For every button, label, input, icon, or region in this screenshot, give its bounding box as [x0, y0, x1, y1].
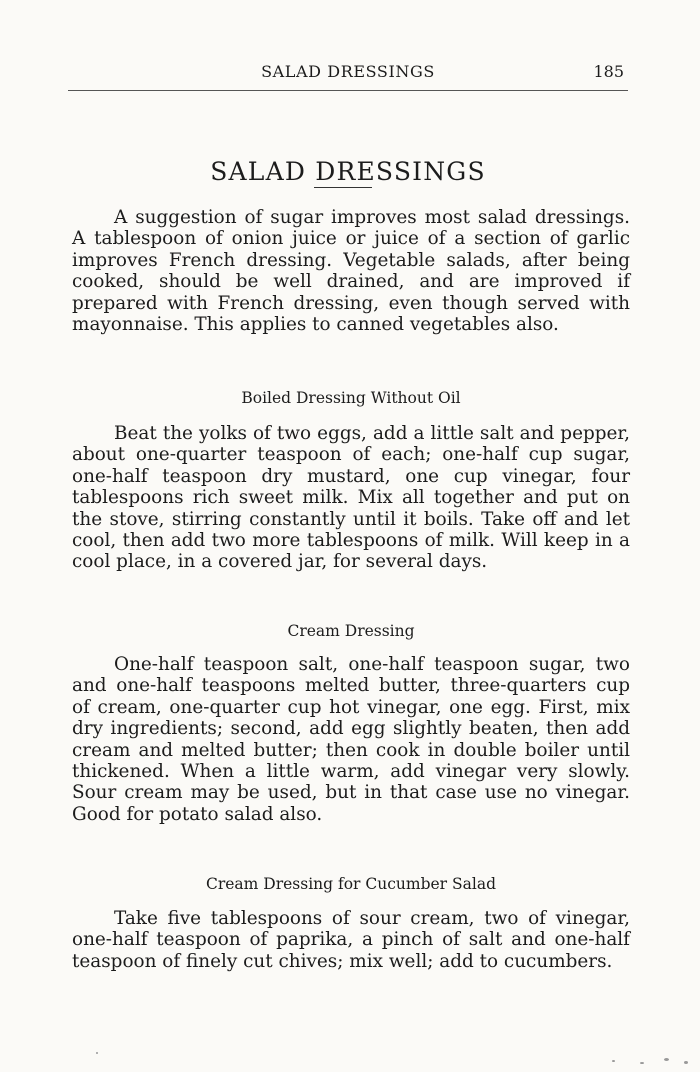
paper-speck	[684, 1061, 688, 1064]
recipe-text-boiled-dressing: Beat the yolks of two eggs, add a little salt and pepper, about one-quarter teaspoon of each; one-half cup sugar, one-half teaspoon dry mustard, one cup vinegar, four tablespoons rich sweet milk. Mix all together and put on the stove, stirring constantly until it boils. Take off and let cool, then add two more tablespoons of milk. Will keep in a cool place, in a covered jar, for several days.	[72, 423, 630, 573]
recipe-text-cream-dressing: One-half teaspoon salt, one-half teaspoon sugar, two and one-half teaspoons melted butter, three-quarters cup of cream, one-quarter cup hot vinegar, one egg. First, mix dry ingredients; second, add egg slightly beaten, then add cream and melted butter; then cook in double boiler until thickened. When a little warm, add vinegar very slowly. Sour cream may be used, but in that case use no vinegar. Good for potato salad also.	[72, 654, 630, 825]
header-rule	[68, 90, 628, 91]
page-number: 185	[593, 62, 624, 81]
title-rule	[314, 187, 372, 188]
running-title: SALAD DRESSINGS	[261, 62, 435, 81]
paper-speck	[664, 1058, 669, 1061]
recipe-text-cucumber-dressing: Take five tablespoons of sour cream, two of vinegar, one-half teaspoon of paprika, a pinch of salt and one-half teaspoon of finely cut chives; mix well; add to cucumbers.	[72, 908, 630, 972]
paper-speck	[96, 1052, 98, 1054]
recipe-title-boiled-dressing: Boiled Dressing Without Oil	[241, 389, 461, 407]
running-header	[68, 62, 628, 88]
recipe-title-cream-dressing: Cream Dressing	[287, 622, 415, 640]
chapter-title: SALAD DRESSINGS	[210, 156, 486, 186]
intro-paragraph: A suggestion of sugar improves most salad dressings. A tablespoon of onion juice or juice of a section of garlic improves French dressing. Vegetable salads, after being cooked, should be well drained, and are improved if prepared with French dressing, even though served with mayonnaise. This applies to canned vegetables also.	[72, 207, 630, 336]
paper-speck	[640, 1062, 644, 1064]
recipe-title-cucumber-dressing: Cream Dressing for Cucumber Salad	[205, 875, 497, 893]
paper-speck	[612, 1060, 615, 1062]
